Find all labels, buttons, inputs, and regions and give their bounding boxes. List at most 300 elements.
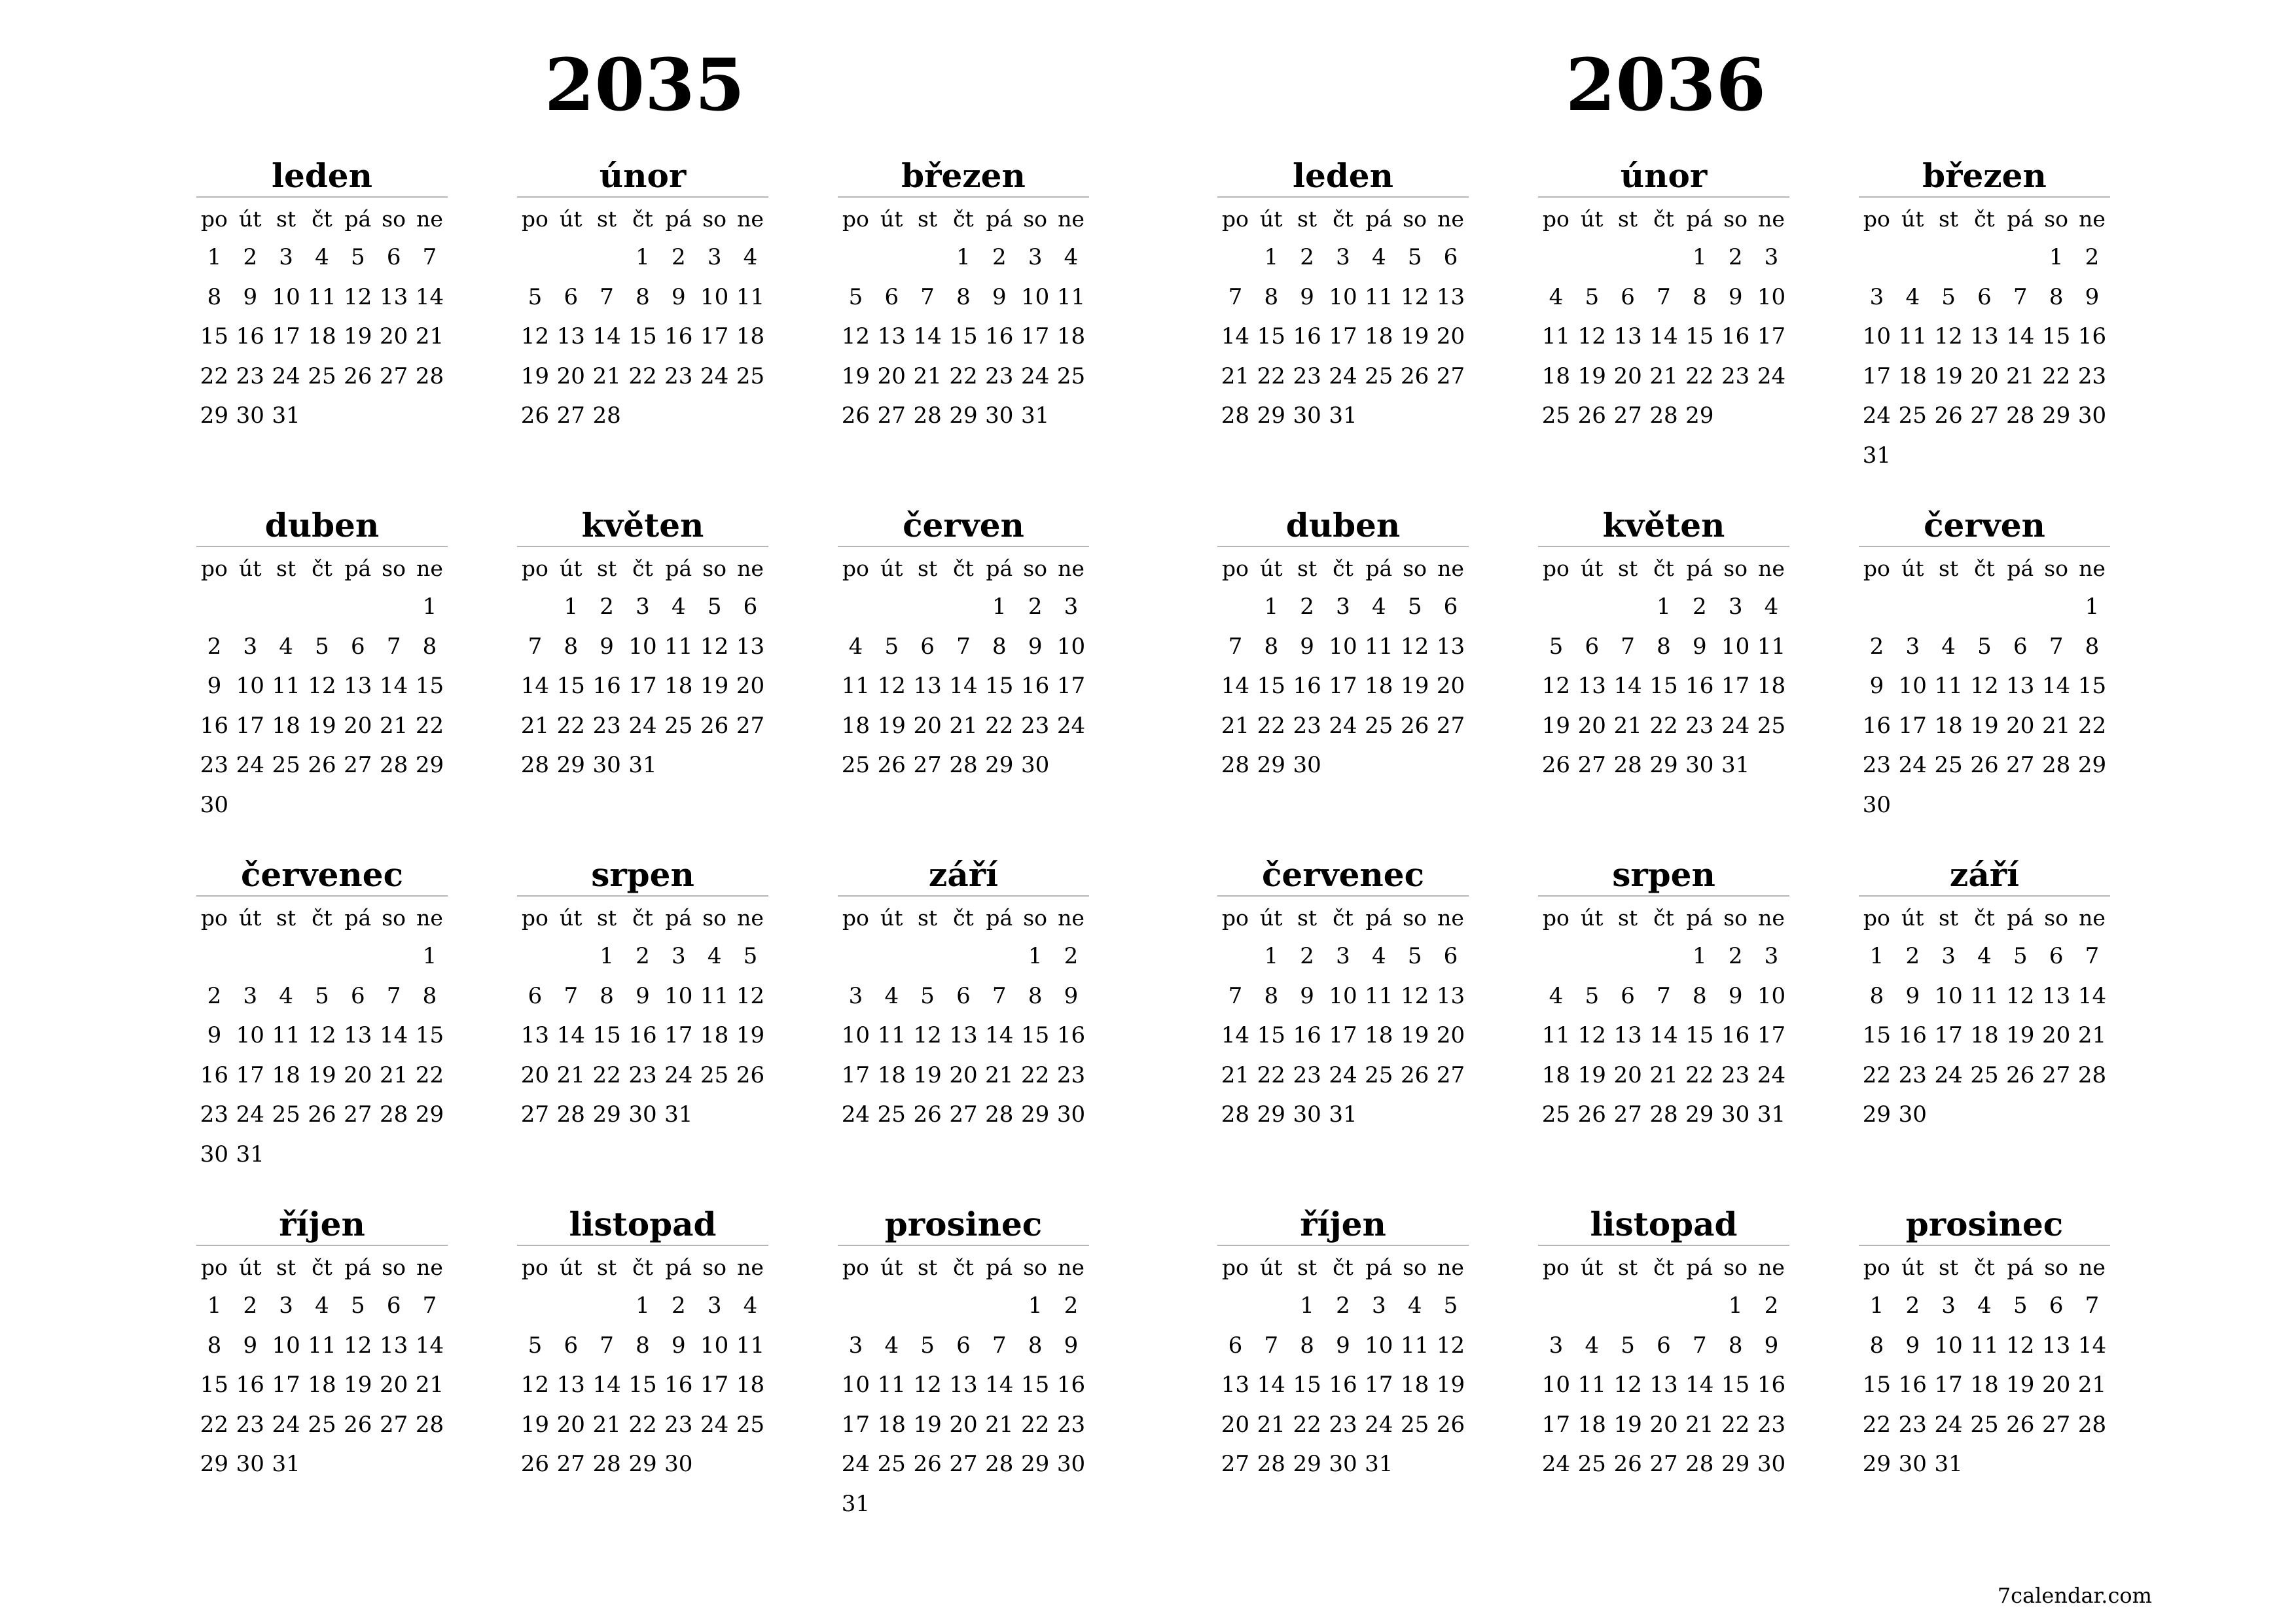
day-cell: 30: [1293, 752, 1321, 778]
empty-cell: [946, 1484, 982, 1524]
day-cell: 14: [556, 1022, 585, 1048]
weekday-label: po: [1542, 905, 1570, 931]
day-cell: 14: [1221, 323, 1250, 349]
week-row: [1217, 1405, 1469, 1445]
day-cell: 27: [1970, 402, 1999, 429]
weekday-header: [1859, 899, 2110, 936]
day-cell: 14: [592, 323, 621, 349]
day-cell: 17: [1757, 323, 1786, 349]
week-row: [838, 357, 1089, 397]
day-cell: 12: [1970, 673, 1999, 699]
day-cell: 28: [2077, 1061, 2107, 1088]
weekday-label: út: [1581, 905, 1604, 931]
day-cell: 24: [1757, 1061, 1786, 1088]
weekday-label: ne: [416, 206, 443, 232]
weekday-label: čt: [1653, 905, 1674, 931]
day-cell: 29: [2042, 402, 2071, 429]
day-cell: 24: [1329, 712, 1357, 739]
month-září: [1859, 855, 2110, 1135]
day-cell: 1: [1692, 244, 1707, 270]
weekday-label: pá: [665, 206, 692, 232]
weekday-label: so: [1403, 556, 1427, 581]
day-cell: 23: [985, 363, 1014, 389]
empty-cell: [1433, 1095, 1469, 1135]
weekday-label: čt: [1653, 206, 1674, 232]
day-cell: 13: [380, 1332, 408, 1359]
weekday-label: so: [382, 206, 406, 232]
weekday-label: pá: [1686, 1255, 1713, 1280]
day-cell: 24: [1021, 363, 1050, 389]
day-cell: 28: [1649, 1101, 1678, 1128]
month-únor: [1538, 156, 1789, 436]
day-cell: 31: [1329, 1101, 1357, 1128]
day-cell: 6: [956, 982, 971, 1009]
day-cell: 9: [243, 283, 258, 310]
weekday-label: ne: [1758, 905, 1785, 931]
day-cell: 14: [520, 673, 550, 699]
day-cell: 18: [1056, 323, 1086, 349]
day-cell: 19: [1436, 1372, 1465, 1398]
day-cell: 19: [1970, 712, 1999, 739]
day-cell: 3: [1728, 594, 1743, 620]
day-cell: 10: [1934, 982, 1963, 1009]
day-cell: 30: [1293, 402, 1321, 429]
day-cell: 25: [1541, 1101, 1571, 1128]
day-cell: 1: [992, 594, 1007, 620]
day-cell: 29: [1685, 1101, 1714, 1128]
day-cell: 21: [913, 363, 942, 389]
day-cell: 25: [1970, 1411, 1999, 1438]
weekday-label: čt: [953, 1255, 974, 1280]
day-cell: 23: [628, 1061, 657, 1088]
day-cell: 21: [949, 712, 978, 739]
day-cell: 15: [1293, 1372, 1321, 1398]
day-cell: 16: [1021, 673, 1050, 699]
week-row: [1217, 936, 1469, 976]
day-cell: 1: [1869, 1293, 1884, 1319]
empty-cell: [1053, 745, 1089, 785]
day-cell: 14: [1649, 323, 1678, 349]
week-row: [1538, 706, 1789, 746]
day-cell: 6: [1443, 594, 1458, 620]
empty-cell: [376, 587, 412, 627]
day-cell: 2: [636, 943, 650, 969]
day-cell: 8: [1728, 1332, 1743, 1359]
day-cell: 16: [200, 712, 229, 739]
day-cell: 27: [2006, 752, 2035, 778]
weekday-label: čt: [1333, 206, 1354, 232]
week-row: [1217, 1444, 1469, 1484]
day-cell: 26: [1613, 1451, 1642, 1477]
day-cell: 27: [556, 402, 585, 429]
day-cell: 16: [200, 1061, 229, 1088]
day-cell: 23: [236, 1411, 264, 1438]
day-cell: 19: [877, 712, 906, 739]
day-cell: 25: [1365, 712, 1393, 739]
day-cell: 24: [1329, 363, 1357, 389]
day-cell: 21: [1685, 1411, 1714, 1438]
weekday-label: pá: [986, 556, 1013, 581]
weekday-header: [1859, 550, 2110, 587]
week-row: [517, 277, 768, 317]
empty-cell: [553, 1286, 589, 1326]
week-row: [196, 1135, 448, 1175]
day-cell: 11: [1970, 1332, 1999, 1359]
day-cell: 25: [736, 363, 765, 389]
week-row: [196, 238, 448, 277]
day-cell: 22: [985, 712, 1014, 739]
day-cell: 5: [1941, 283, 1956, 310]
day-cell: 12: [841, 323, 870, 349]
day-cell: 14: [380, 673, 408, 699]
day-cell: 20: [556, 1411, 585, 1438]
week-row: [1538, 238, 1789, 277]
weekday-label: čt: [632, 556, 653, 581]
day-cell: 25: [1757, 712, 1786, 739]
empty-cell: [340, 587, 376, 627]
weekday-label: ne: [1758, 556, 1785, 581]
empty-cell: [1574, 1286, 1610, 1326]
day-cell: 17: [628, 673, 657, 699]
day-cell: 22: [628, 1411, 657, 1438]
empty-cell: [2038, 1444, 2074, 1484]
day-cell: 2: [1300, 594, 1314, 620]
day-cell: 9: [1336, 1332, 1350, 1359]
day-cell: 20: [1577, 712, 1606, 739]
day-cell: 22: [1862, 1061, 1892, 1088]
day-cell: 11: [1898, 323, 1927, 349]
day-cell: 11: [272, 1022, 300, 1048]
empty-cell: [1646, 1286, 1682, 1326]
day-cell: 21: [380, 712, 408, 739]
weekday-label: út: [1581, 556, 1604, 581]
weekday-label: so: [1023, 905, 1048, 931]
empty-cell: [268, 587, 304, 627]
empty-cell: [232, 936, 268, 976]
day-cell: 9: [1869, 673, 1884, 699]
day-cell: 19: [1613, 1411, 1642, 1438]
day-cell: 12: [1401, 283, 1429, 310]
empty-cell: [1017, 1484, 1053, 1524]
month-duben: [196, 505, 448, 825]
day-cell: 26: [1541, 752, 1571, 778]
day-cell: 2: [671, 244, 686, 270]
month-title: prosinec: [838, 1204, 1089, 1246]
weekday-label: po: [1221, 905, 1249, 931]
empty-cell: [838, 936, 874, 976]
weekday-header: [1859, 1249, 2110, 1286]
empty-cell: [660, 745, 696, 785]
day-cell: 11: [1365, 633, 1393, 660]
empty-cell: [340, 1135, 376, 1175]
day-cell: 29: [1649, 752, 1678, 778]
weekday-label: st: [1297, 1255, 1318, 1280]
day-cell: 5: [350, 244, 365, 270]
weekday-label: čt: [632, 905, 653, 931]
week-row: [1217, 1016, 1469, 1056]
day-cell: 7: [920, 283, 935, 310]
empty-cell: [2002, 1444, 2038, 1484]
day-cell: 9: [207, 673, 222, 699]
day-cell: 5: [1621, 1332, 1635, 1359]
day-cell: 8: [1869, 1332, 1884, 1359]
day-cell: 11: [1365, 982, 1393, 1009]
day-cell: 10: [1329, 633, 1357, 660]
day-cell: 13: [380, 283, 408, 310]
day-cell: 9: [243, 1332, 258, 1359]
weekday-label: čt: [1653, 556, 1674, 581]
day-cell: 9: [600, 633, 614, 660]
day-cell: 31: [1721, 752, 1750, 778]
weekday-label: st: [1297, 556, 1318, 581]
weekday-label: so: [2044, 556, 2069, 581]
month-title: březen: [838, 156, 1089, 198]
weekday-label: st: [597, 905, 617, 931]
week-row: [1538, 1444, 1789, 1484]
month-title: listopad: [1538, 1204, 1789, 1246]
day-cell: 13: [1613, 323, 1642, 349]
month-srpen: [1538, 855, 1789, 1135]
day-cell: 23: [2077, 363, 2107, 389]
day-cell: 19: [736, 1022, 765, 1048]
day-cell: 10: [1329, 982, 1357, 1009]
day-cell: 6: [564, 1332, 579, 1359]
empty-cell: [1967, 1444, 2003, 1484]
weekday-label: ne: [2079, 206, 2106, 232]
empty-cell: [412, 1444, 448, 1484]
day-cell: 24: [1934, 1411, 1963, 1438]
day-cell: 28: [2006, 402, 2035, 429]
day-cell: 11: [736, 283, 765, 310]
empty-cell: [1397, 745, 1433, 785]
empty-cell: [1217, 936, 1253, 976]
day-cell: 13: [736, 633, 765, 660]
weekday-label: po: [842, 556, 869, 581]
weekday-header: [196, 899, 448, 936]
empty-cell: [696, 1444, 732, 1484]
weekday-label: so: [2044, 905, 2069, 931]
day-cell: 17: [1541, 1411, 1571, 1438]
day-cell: 18: [1757, 673, 1786, 699]
day-cell: 28: [985, 1451, 1014, 1477]
empty-cell: [2038, 785, 2074, 825]
weekday-label: čt: [1653, 1255, 1674, 1280]
weekday-label: po: [521, 556, 548, 581]
week-row: [1859, 976, 2110, 1016]
weekday-label: so: [702, 1255, 727, 1280]
day-cell: 24: [700, 1411, 729, 1438]
weekday-label: út: [1260, 1255, 1283, 1280]
empty-cell: [1646, 238, 1682, 277]
day-cell: 15: [1021, 1372, 1050, 1398]
month-title: září: [838, 855, 1089, 897]
day-cell: 29: [1257, 752, 1285, 778]
empty-cell: [1610, 1286, 1646, 1326]
day-cell: 7: [422, 1293, 437, 1319]
day-cell: 28: [913, 402, 942, 429]
day-cell: 14: [1221, 673, 1250, 699]
day-cell: 14: [2006, 323, 2035, 349]
day-cell: 28: [2077, 1411, 2107, 1438]
weekday-label: čt: [312, 1255, 332, 1280]
day-cell: 18: [736, 323, 765, 349]
day-cell: 29: [556, 752, 585, 778]
week-row: [838, 277, 1089, 317]
day-cell: 6: [884, 283, 899, 310]
day-cell: 21: [1649, 1061, 1678, 1088]
month-září: [838, 855, 1089, 1135]
day-cell: 17: [700, 1372, 729, 1398]
month-title: červenec: [196, 855, 448, 897]
day-cell: 30: [985, 402, 1014, 429]
weekday-label: pá: [344, 206, 372, 232]
day-cell: 10: [841, 1372, 870, 1398]
weekday-header: [196, 550, 448, 587]
weekday-label: po: [1863, 206, 1890, 232]
empty-cell: [2074, 436, 2110, 476]
month-title: únor: [517, 156, 768, 198]
day-cell: 7: [1692, 1332, 1707, 1359]
week-row: [1538, 745, 1789, 785]
week-row: [1538, 666, 1789, 706]
week-row: [1859, 238, 2110, 277]
empty-cell: [1325, 745, 1361, 785]
day-cell: 15: [2077, 673, 2107, 699]
day-cell: 24: [1757, 363, 1786, 389]
day-cell: 12: [308, 1022, 336, 1048]
day-cell: 25: [1577, 1451, 1606, 1477]
day-cell: 16: [1862, 712, 1892, 739]
empty-cell: [1931, 785, 1967, 825]
week-row: [1217, 1056, 1469, 1096]
day-cell: 5: [2013, 1293, 2028, 1319]
month-title: leden: [196, 156, 448, 198]
day-cell: 28: [380, 752, 408, 778]
day-cell: 11: [736, 1332, 765, 1359]
day-cell: 6: [350, 633, 365, 660]
day-cell: 13: [913, 673, 942, 699]
day-cell: 23: [1721, 1061, 1750, 1088]
day-cell: 13: [1436, 283, 1465, 310]
day-cell: 16: [985, 323, 1014, 349]
weekday-label: ne: [416, 905, 443, 931]
day-cell: 7: [386, 633, 401, 660]
day-cell: 8: [636, 283, 650, 310]
day-cell: 11: [1934, 673, 1963, 699]
empty-cell: [1931, 238, 1967, 277]
day-cell: 15: [415, 1022, 444, 1048]
weekday-header: [517, 1249, 768, 1286]
day-cell: 18: [1898, 363, 1927, 389]
day-cell: 18: [1577, 1411, 1606, 1438]
day-cell: 3: [707, 244, 722, 270]
day-cell: 22: [1649, 712, 1678, 739]
day-cell: 17: [841, 1061, 870, 1088]
day-cell: 3: [1764, 943, 1779, 969]
day-cell: 7: [600, 283, 614, 310]
day-cell: 26: [308, 752, 336, 778]
day-cell: 1: [1028, 943, 1043, 969]
week-row: [838, 238, 1089, 277]
day-cell: 19: [344, 323, 372, 349]
week-row: [1859, 436, 2110, 476]
empty-cell: [946, 587, 982, 627]
weekday-label: so: [382, 1255, 406, 1280]
empty-cell: [1361, 745, 1397, 785]
weekday-label: pá: [986, 905, 1013, 931]
day-cell: 13: [1436, 982, 1465, 1009]
empty-cell: [1753, 396, 1789, 436]
day-cell: 5: [1585, 283, 1600, 310]
day-cell: 10: [1541, 1372, 1571, 1398]
day-cell: 23: [1293, 363, 1321, 389]
empty-cell: [874, 1484, 910, 1524]
weekday-label: so: [1723, 1255, 1748, 1280]
day-cell: 1: [2085, 594, 2100, 620]
weekday-label: ne: [1437, 556, 1464, 581]
day-cell: 1: [1028, 1293, 1043, 1319]
day-cell: 24: [1934, 1061, 1963, 1088]
empty-cell: [874, 238, 910, 277]
day-cell: 26: [308, 1101, 336, 1128]
day-cell: 11: [1541, 1022, 1571, 1048]
day-cell: 12: [1577, 323, 1606, 349]
day-cell: 26: [1401, 363, 1429, 389]
empty-cell: [1717, 396, 1753, 436]
weekday-label: út: [1260, 206, 1283, 232]
day-cell: 29: [200, 1451, 229, 1477]
empty-cell: [1967, 1095, 2003, 1135]
month-březen: [838, 156, 1089, 436]
day-cell: 23: [1898, 1061, 1927, 1088]
weekday-label: so: [1723, 905, 1748, 931]
day-cell: 4: [848, 633, 863, 660]
day-cell: 22: [1862, 1411, 1892, 1438]
day-cell: 5: [1443, 1293, 1458, 1319]
day-cell: 3: [671, 943, 686, 969]
footer-site-link[interactable]: 7calendar.com: [1997, 1583, 2152, 1608]
day-cell: 31: [1365, 1451, 1393, 1477]
day-cell: 28: [985, 1101, 1014, 1128]
weekday-label: so: [1403, 1255, 1427, 1280]
day-cell: 28: [415, 363, 444, 389]
weekday-label: st: [276, 905, 296, 931]
weekday-label: út: [239, 905, 262, 931]
empty-cell: [196, 587, 232, 627]
day-cell: 1: [1264, 244, 1279, 270]
day-cell: 15: [200, 1372, 229, 1398]
day-cell: 1: [1300, 1293, 1314, 1319]
day-cell: 6: [1585, 633, 1600, 660]
day-cell: 29: [1293, 1451, 1321, 1477]
empty-cell: [553, 936, 589, 976]
day-cell: 11: [700, 982, 729, 1009]
day-cell: 5: [1407, 943, 1422, 969]
day-cell: 21: [592, 1411, 621, 1438]
day-cell: 15: [949, 323, 978, 349]
weekday-label: pá: [986, 206, 1013, 232]
empty-cell: [1217, 1286, 1253, 1326]
weekday-label: pá: [2007, 556, 2034, 581]
day-cell: 15: [1021, 1022, 1050, 1048]
day-cell: 16: [236, 323, 264, 349]
empty-cell: [340, 1444, 376, 1484]
day-cell: 27: [520, 1101, 550, 1128]
empty-cell: [232, 587, 268, 627]
empty-cell: [2074, 1444, 2110, 1484]
week-row: [1859, 317, 2110, 357]
day-cell: 24: [628, 712, 657, 739]
